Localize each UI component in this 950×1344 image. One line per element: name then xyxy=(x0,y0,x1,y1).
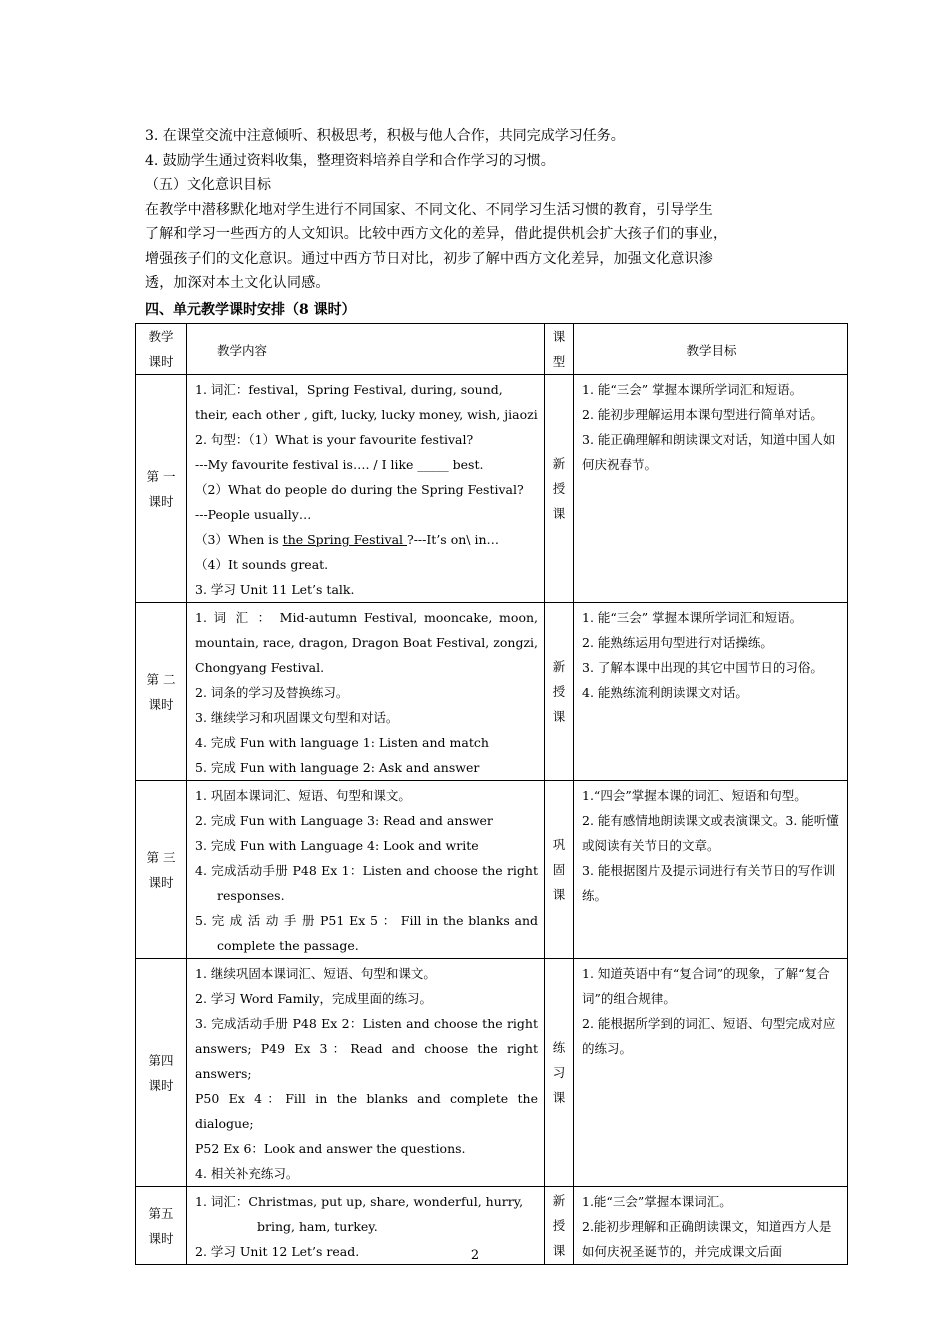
header-goal: 教学目标 xyxy=(574,324,848,375)
content-line: 3. 完成 Fun with Language 4: Look and write xyxy=(195,838,479,853)
goal-cell xyxy=(574,375,848,603)
content-line: their, each other , gift, lucky, lucky money, wish, jiaozi xyxy=(195,407,538,422)
content-line: 1. 词 汇 ： Mid-autumn Festival, mooncake, moon, xyxy=(195,610,538,625)
content-cell xyxy=(187,781,545,959)
header-content: 教学内容 xyxy=(187,324,545,375)
period-cell: 第五 课时 xyxy=(136,1187,187,1265)
content-line: 1. 词汇：festival，Spring Festival, during, sound, xyxy=(195,382,503,397)
culture-paragraph xyxy=(145,198,825,296)
content-line: P50 Ex 4：Fill in the blanks and complete the dialogue; xyxy=(195,1091,538,1131)
type-cell: 练 习 课 xyxy=(545,959,574,1187)
paragraph-line: 了解和学习一些西方的人文知识。比较中西方文化的差异，借此提供机会扩大孩子们的事业， xyxy=(145,226,728,242)
goal-cell xyxy=(574,603,848,781)
content-line: （3）When is the Spring Festival ?---It’s on\ in… xyxy=(195,532,500,547)
type-cell: 新 授 课 xyxy=(545,375,574,603)
goal-line: 2.能初步理解和正确朗读课文，知道西方人是如何庆祝圣诞节的，并完成课文后面 xyxy=(582,1219,832,1259)
content-line: 3. 学习 Unit 11 Let’s talk. xyxy=(195,582,355,597)
content-line: 2. 词条的学习及替换练习。 xyxy=(195,685,349,700)
content-line: 5. 完 成 活 动 手 册 P51 Ex 5 ： Fill in the blanks and xyxy=(195,913,538,928)
goal-line: 2. 能初步理解运用本课句型进行简单对话。 xyxy=(582,407,823,422)
content-line: 2. 学习 Word Family，完成里面的练习。 xyxy=(195,991,433,1006)
content-line: 4. 完成活动手册 P48 Ex 1：Listen and choose the right xyxy=(195,863,538,878)
content-line: 3. 继续学习和巩固课文句型和对话。 xyxy=(195,710,399,725)
content-line: （4）It sounds great. xyxy=(195,557,329,572)
underlined-festival: the Spring Festival xyxy=(282,532,407,547)
content-line: Chongyang Festival. xyxy=(195,660,325,675)
content-line: 1. 继续巩固本课词汇、短语、句型和课文。 xyxy=(195,966,436,981)
objective-item-4: 4. 鼓励学生通过资料收集，整理资料培养自学和合作学习的习惯。 xyxy=(145,152,555,169)
page-number: 2 xyxy=(470,1248,480,1263)
content-line: 2. 完成 Fun with Language 3: Read and answer xyxy=(195,813,493,828)
header-type: 课 型 xyxy=(545,324,574,375)
content-cell xyxy=(187,603,545,781)
content-line: 4. 相关补充练习。 xyxy=(195,1166,299,1181)
content-line: answers; P49 Ex 3：Read and choose the right answers; xyxy=(195,1041,538,1081)
type-cell: 新 授 课 xyxy=(545,1187,574,1265)
content-line: 1. 词汇：Christmas, put up, share, wonderful, hurry, xyxy=(195,1194,524,1209)
content-line: ---People usually… xyxy=(195,507,312,522)
table-header-row xyxy=(136,324,848,375)
paragraph-line: 透，加深对本土文化认同感。 xyxy=(145,275,330,291)
period-cell: 第 二 课时 xyxy=(136,603,187,781)
intro-section xyxy=(145,124,825,296)
content-line: 4. 完成 Fun with language 1: Listen and match xyxy=(195,735,489,750)
content-cell xyxy=(187,959,545,1187)
content-line: 5. 完成 Fun with language 2: Ask and answer xyxy=(195,760,480,775)
goal-line: 2. 能根据所学到的词汇、短语、句型完成对应的练习。 xyxy=(582,1016,836,1056)
content-line: 3. 完成活动手册 P48 Ex 2：Listen and choose the right xyxy=(195,1016,538,1031)
goal-line: 4. 能熟练流利朗读课文对话。 xyxy=(582,685,748,700)
goal-line: 2. 能有感情地朗读课文或表演课文。3. 能听懂或阅读有关节日的文章。 xyxy=(582,813,839,853)
goal-line: 2. 能熟练运用句型进行对话操练。 xyxy=(582,635,773,650)
header-period: 教学 课时 xyxy=(136,324,187,375)
content-line: ---My favourite festival is…. / I like _____ best. xyxy=(195,457,484,472)
period-cell: 第 三 课时 xyxy=(136,781,187,959)
goal-line: 1. 知道英语中有“复合词”的现象，了解“复合词”的组合规律。 xyxy=(582,966,830,1006)
content-line: responses. xyxy=(217,888,285,903)
goal-line: 1.能“三会”掌握本课词汇。 xyxy=(582,1194,732,1209)
period-cell: 第四 课时 xyxy=(136,959,187,1187)
goal-line: 1.“四会”掌握本课的词汇、短语和句型。 xyxy=(582,788,807,803)
content-line: 2. 学习 Unit 12 Let’s read. xyxy=(195,1244,360,1259)
table-row xyxy=(136,375,848,603)
section-title: 四、单元教学课时安排（8 课时） xyxy=(145,302,356,318)
paragraph-line: 在教学中潜移默化地对学生进行不同国家、不同文化、不同学习生活习惯的教育，引导学生 xyxy=(145,201,713,218)
content-line: 2. 句型：（1）What is your favourite festival? xyxy=(195,432,474,447)
content-line: complete the passage. xyxy=(217,938,359,953)
goal-cell xyxy=(574,959,848,1187)
goal-line: 1. 能“三会” 掌握本课所学词汇和短语。 xyxy=(582,382,803,397)
type-cell: 新 授 课 xyxy=(545,603,574,781)
lesson-plan-table xyxy=(135,323,848,1265)
content-line: （2）What do people do during the Spring Festival? xyxy=(195,482,524,497)
goal-line: 3. 能根据图片及提示词进行有关节日的写作训练。 xyxy=(582,863,836,903)
goal-cell xyxy=(574,781,848,959)
culture-heading: （五）文化意识目标 xyxy=(145,177,271,193)
table-row xyxy=(136,603,848,781)
goal-line: 1. 能“三会” 掌握本课所学词汇和短语。 xyxy=(582,610,803,625)
content-line: mountain, race, dragon, Dragon Boat Festival, zongzi, xyxy=(195,635,538,650)
goal-line: 3. 能正确理解和朗读课文对话，知道中国人如何庆祝春节。 xyxy=(582,432,836,472)
objective-item-3: 3. 在课堂交流中注意倾听、积极思考，积极与他人合作，共同完成学习任务。 xyxy=(145,128,625,144)
content-line: 1. 巩固本课词汇、短语、句型和课文。 xyxy=(195,788,411,803)
table-row xyxy=(136,781,848,959)
content-line: bring, ham, turkey. xyxy=(257,1219,378,1234)
goal-line: 3. 了解本课中出现的其它中国节日的习俗。 xyxy=(582,660,823,675)
content-line: P52 Ex 6：Look and answer the questions. xyxy=(195,1141,466,1156)
table-row xyxy=(136,959,848,1187)
type-cell: 巩 固 课 xyxy=(545,781,574,959)
content-cell xyxy=(187,375,545,603)
paragraph-line: 增强孩子们的文化意识。通过中西方节日对比，初步了解中西方文化差异，加强文化意识渗 xyxy=(145,250,713,267)
period-cell: 第 一 课时 xyxy=(136,375,187,603)
